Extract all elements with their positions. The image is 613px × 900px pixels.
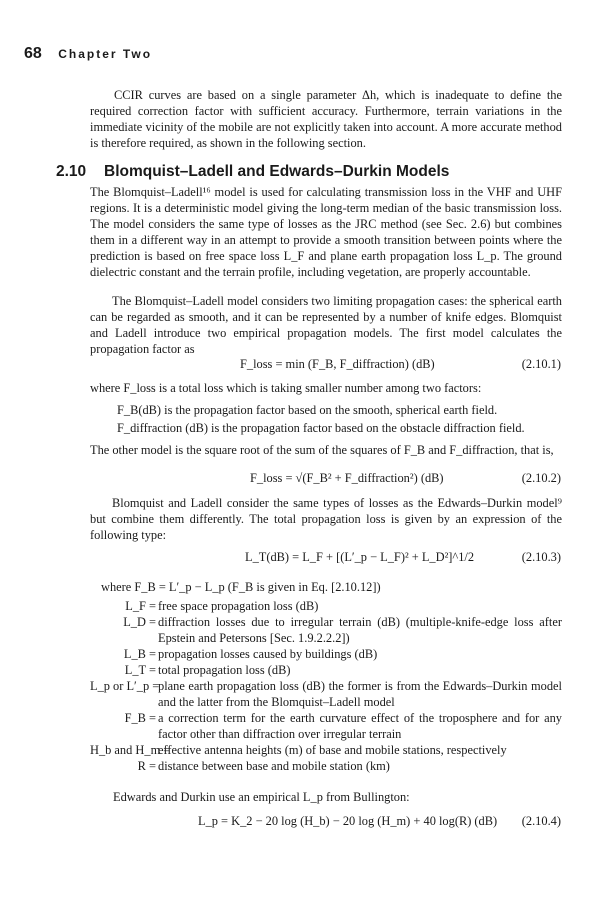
definition-text: total propagation loss (dB): [158, 663, 291, 677]
paragraph-2: The Blomquist–Ladell model considers two limiting propagation cases: the spherical earth can be regarded as smooth, and it can be represented by a number of knife edges. Blomquist and Ladell introduce two empirical propagation models. The first model calculates the propagation factor as: [90, 294, 562, 356]
definition-list: [90, 598, 562, 774]
paragraph-1: The Blomquist–Ladell¹⁶ model is used for calculating transmission loss in the VHF and UHF regions. It is a deterministic model giving the long-term median of the basic transmission loss. The model considers the same type of losses as the JRC method (see Sec. 2.6) but combines them in a different way in an attempt to provide a smooth transition between points where the prediction is based on free space loss L_F and plane earth propagation loss L_p. The ground dielectric constant and the terrain profile, including vegetation, are properly accountable.: [90, 185, 562, 279]
equation-number-2: (2.10.2): [521, 471, 561, 485]
definition-text: a correction term for the earth curvature effect of the troposphere and for any factor other than diffraction over irregular terrain: [158, 711, 562, 741]
definition-symbol: L_F =: [125, 599, 156, 613]
section-number: 2.10: [56, 163, 87, 180]
definition-symbol: H_b and H_m =: [90, 743, 171, 757]
definition-text: distance between base and mobile station (km): [158, 759, 390, 773]
definition-fdiffraction: F_diffraction (dB) is the propagation factor based on the obstacle diffraction field.: [117, 421, 525, 435]
definition-symbol: L_B =: [123, 647, 156, 661]
definition-row: [90, 678, 562, 710]
definition-text: diffraction losses due to irregular terrain (dB) (multiple-knife-edge loss after Epstein and Petersons [Sec. 1.9.2.2.2]): [158, 615, 562, 645]
other-model-text: The other model is the square root of the sum of the squares of F_B and F_diffraction, that is,: [90, 443, 554, 457]
definition-symbol: L_T =: [124, 663, 156, 677]
section-heading: [56, 163, 449, 181]
definition-row: [90, 662, 562, 678]
definition-row: [90, 742, 562, 758]
chapter-title: Chapter Two: [58, 47, 153, 61]
equation-2-10-2: F_loss = √(F_B² + F_diffraction²) (dB): [250, 471, 444, 485]
equation-2-10-3: L_T(dB) = L_F + [(L′_p − L_F)² + L_D²]^1/2: [245, 550, 475, 564]
page-header: [24, 45, 152, 63]
definition-text: effective antenna heights (m) of base and mobile stations, respectively: [158, 743, 507, 757]
section-title: Blomquist–Ladell and Edwards–Durkin Models: [104, 163, 450, 180]
definition-row: [90, 710, 562, 742]
definition-symbol: L_p or L′_p =: [90, 679, 160, 693]
definition-row: [90, 598, 562, 614]
equation-number-3: (2.10.3): [521, 550, 561, 564]
equation-number-1: (2.10.1): [521, 357, 561, 371]
page-number: 68: [24, 45, 42, 62]
definition-symbol: F_B =: [124, 711, 156, 725]
paragraph-3: Blomquist and Ladell consider the same types of losses as the Edwards–Durkin model⁹ but combine them differently. The total propagation loss is given by an expression of the following type:: [90, 496, 562, 542]
definition-text: propagation losses caused by buildings (dB): [158, 647, 378, 661]
definition-row: [90, 614, 562, 646]
intro-paragraph: CCIR curves are based on a single parameter Δh, which is inadequate to define the required correction factor with sufficient accuracy. Furthermore, terrain variations in the immediate vicinity of the mobile are not explicitly taken into account. A more accurate method is therefore required, as shown in the following section.: [90, 88, 562, 150]
definition-symbol: R =: [137, 759, 156, 773]
equation-2-10-4: L_p = K_2 − 20 log (H_b) − 20 log (H_m) + 40 log(R) (dB): [198, 814, 498, 828]
where-line-1: where F_loss is a total loss which is taking smaller number among two factors:: [90, 381, 482, 395]
equation-2-10-1: F_loss = min (F_B, F_diffraction) (dB): [240, 357, 435, 371]
definition-text: free space propagation loss (dB): [158, 599, 319, 613]
paragraph-4: Edwards and Durkin use an empirical L_p from Bullington:: [113, 790, 410, 804]
definition-row: [90, 758, 562, 774]
definition-symbol: L_D =: [123, 615, 156, 629]
definition-text: plane earth propagation loss (dB) the former is from the Edwards–Durkin model and the latter from the Blomquist–Ladell model: [158, 679, 562, 709]
where-line-2: where F_B = L′_p − L_p (F_B is given in Eq. [2.10.12]): [101, 580, 381, 594]
equation-number-4: (2.10.4): [521, 814, 561, 828]
definition-fb: F_B(dB) is the propagation factor based on the smooth, spherical earth field.: [117, 403, 498, 417]
definition-row: [90, 646, 562, 662]
